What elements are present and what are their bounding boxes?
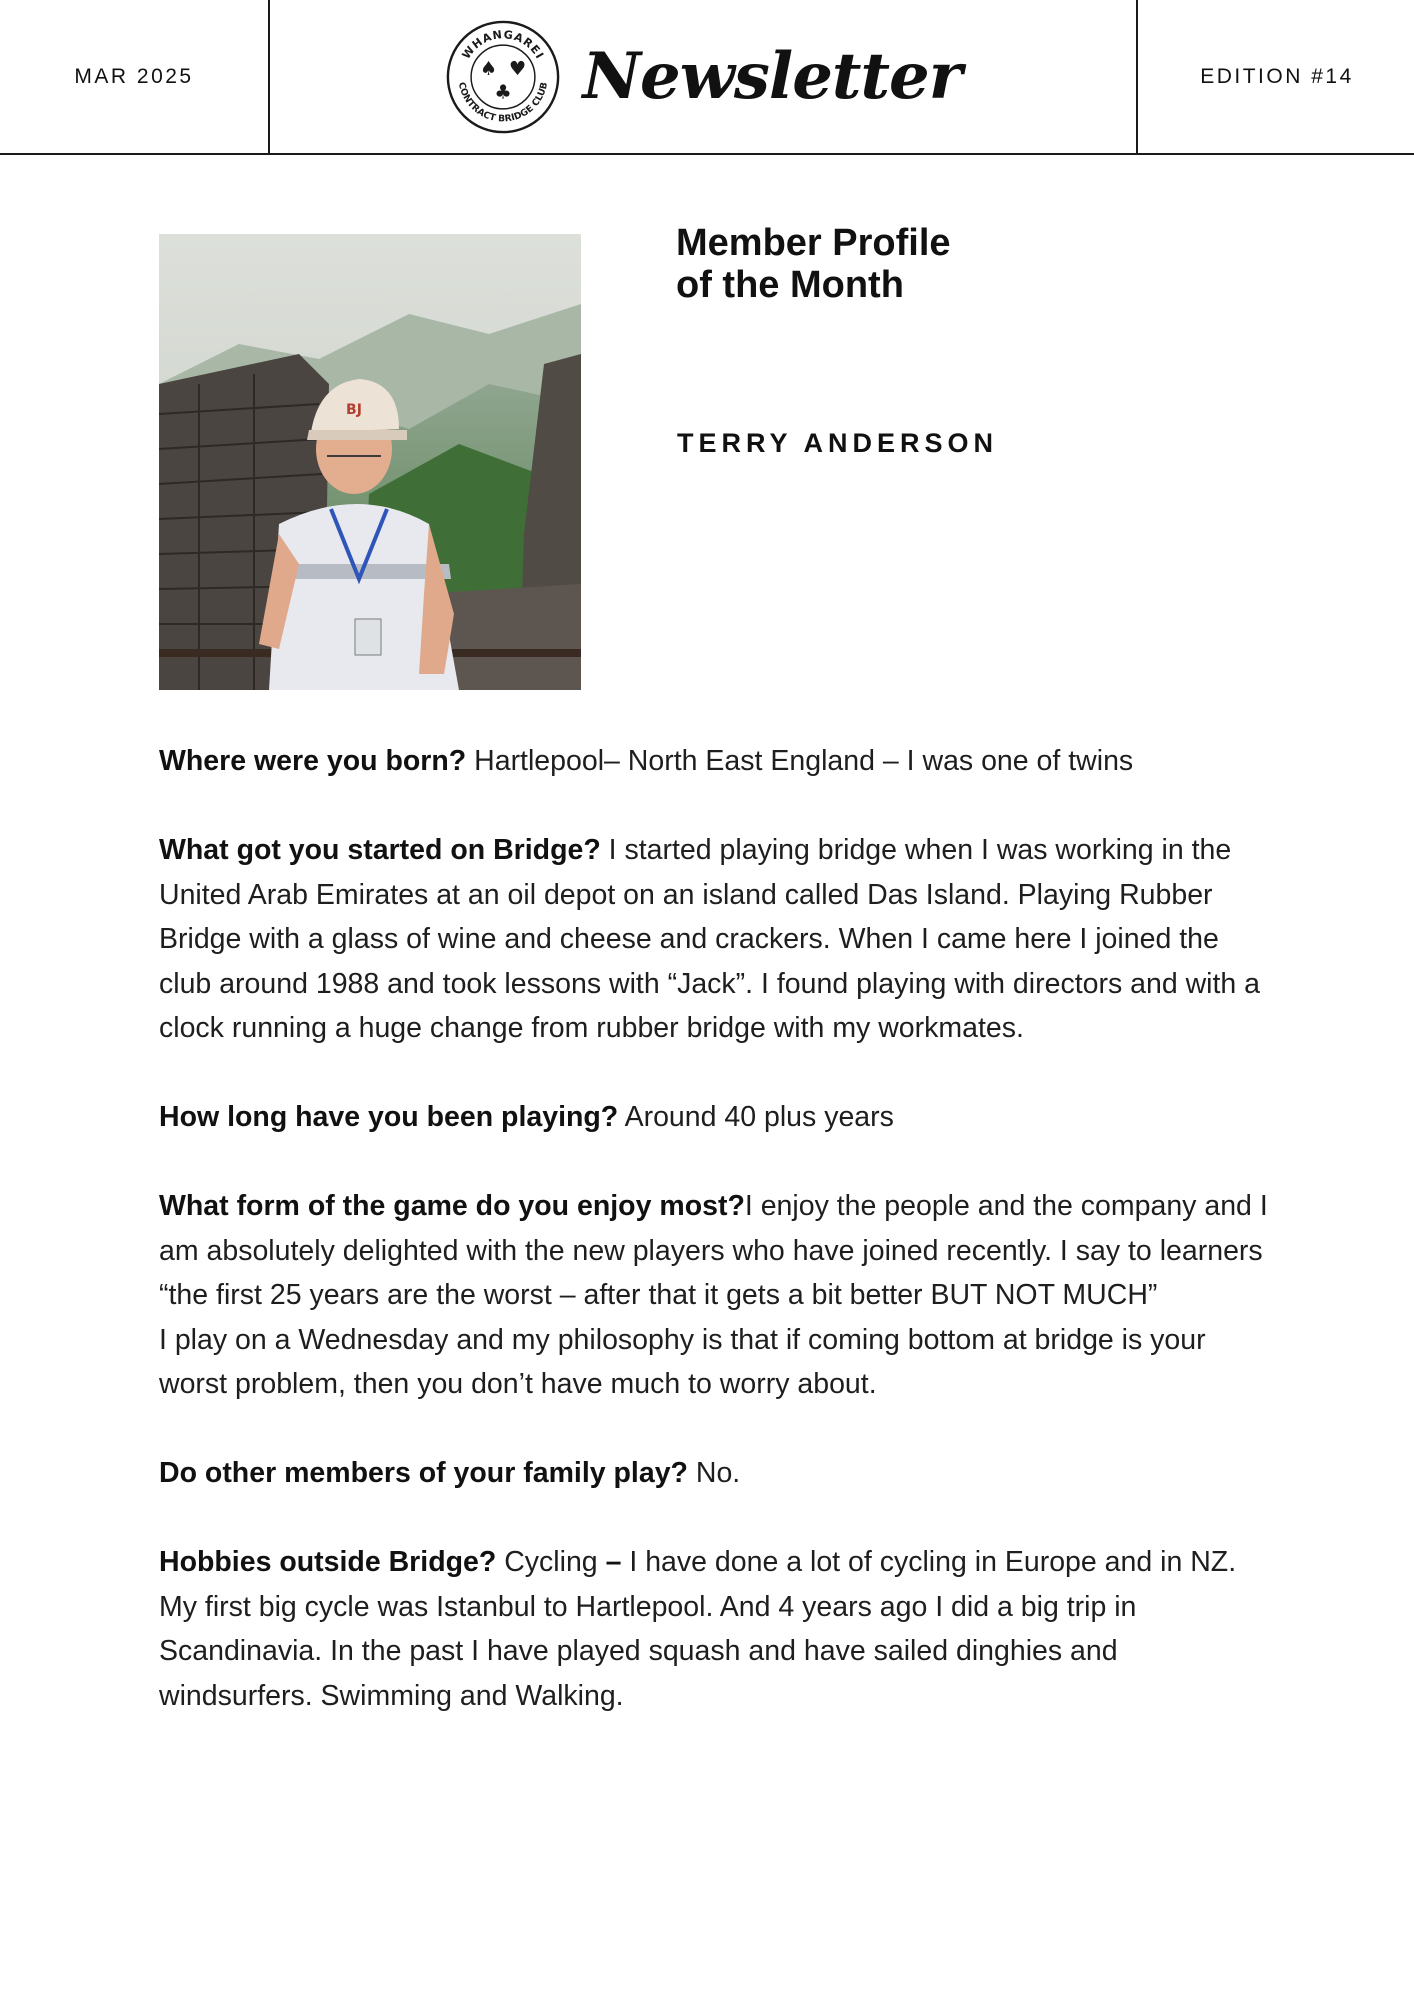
logo-text-top: WHANGAREI [459, 27, 547, 62]
edition-number: EDITION #14 [1200, 64, 1354, 88]
date-cell [0, 0, 270, 153]
answer: Cycling [496, 1546, 598, 1578]
question: Hobbies outside Bridge? [159, 1546, 497, 1578]
answer-continued: I have done a lot of cycling in Europe and in NZ. My first big cycle was Istanbul to Hartlepool. And 4 years ago I did a big trip in Scandinavia. In the past I have played squash and have sailed dinghies and windsurfers. Swimming and Walking. [159, 1546, 1237, 1712]
question: Where were you born? [159, 745, 467, 777]
qa-item [159, 739, 1279, 784]
member-name: TERRY ANDERSON [677, 428, 999, 458]
qa-item [159, 828, 1279, 1051]
answer-dash: – [597, 1546, 622, 1578]
card-suits-logo [445, 19, 561, 135]
profile-heading-line1: Member Profile [676, 222, 951, 264]
answer: Around 40 plus years [618, 1101, 894, 1133]
interview-section [159, 739, 1279, 1763]
newsletter-title: Newsletter [582, 39, 962, 114]
answer-continued: I play on a Wednesday and my philosophy is that if coming bottom at bridge is your worst problem, then you don’t have much to worry about. [159, 1323, 1206, 1400]
title-cell [270, 0, 1136, 153]
svg-text:♣: ♣ [493, 79, 512, 103]
qa-item [159, 1184, 1279, 1407]
member-photo-image [159, 234, 581, 690]
svg-text:BJ: BJ [346, 402, 362, 418]
member-photo [159, 234, 581, 690]
logo-text-bottom: CONTRACT BRIDGE CLUB [455, 80, 550, 125]
question: What got you started on Bridge? [159, 834, 601, 866]
profile-heading-line2: of the Month [676, 264, 904, 306]
question: How long have you been playing? [159, 1101, 619, 1133]
qa-item [159, 1451, 1279, 1496]
masthead [0, 0, 1414, 155]
answer: Hartlepool– North East England – I was one of twins [466, 745, 1134, 777]
qa-item [159, 1095, 1279, 1140]
answer: I enjoy the people and the company and I am absolutely delighted with the new players who have joined recently. I say to learners “the first 25 years are the worst – after that it gets a bit better BUT NOT MUCH” [159, 1190, 1268, 1311]
answer: I started playing bridge when I was working in the United Arab Emirates at an oil depot on an island called Das Island. Playing Rubber Bridge with a glass of wine and cheese and crackers. When I came here I joined the club around 1988 and took lessons with “Jack”. I found playing with directors and with a clock running a huge change from rubber bridge with my workmates. [159, 834, 1261, 1044]
svg-text:♥: ♥ [508, 56, 526, 80]
profile-heading [676, 222, 1176, 306]
question: What form of the game do you enjoy most? [159, 1190, 745, 1222]
question: Do other members of your family play? [159, 1457, 688, 1489]
answer: No. [687, 1457, 741, 1489]
issue-date: MAR 2025 [74, 64, 194, 88]
edition-cell [1136, 0, 1414, 153]
qa-item [159, 1540, 1279, 1718]
svg-text:♠: ♠ [479, 56, 497, 80]
